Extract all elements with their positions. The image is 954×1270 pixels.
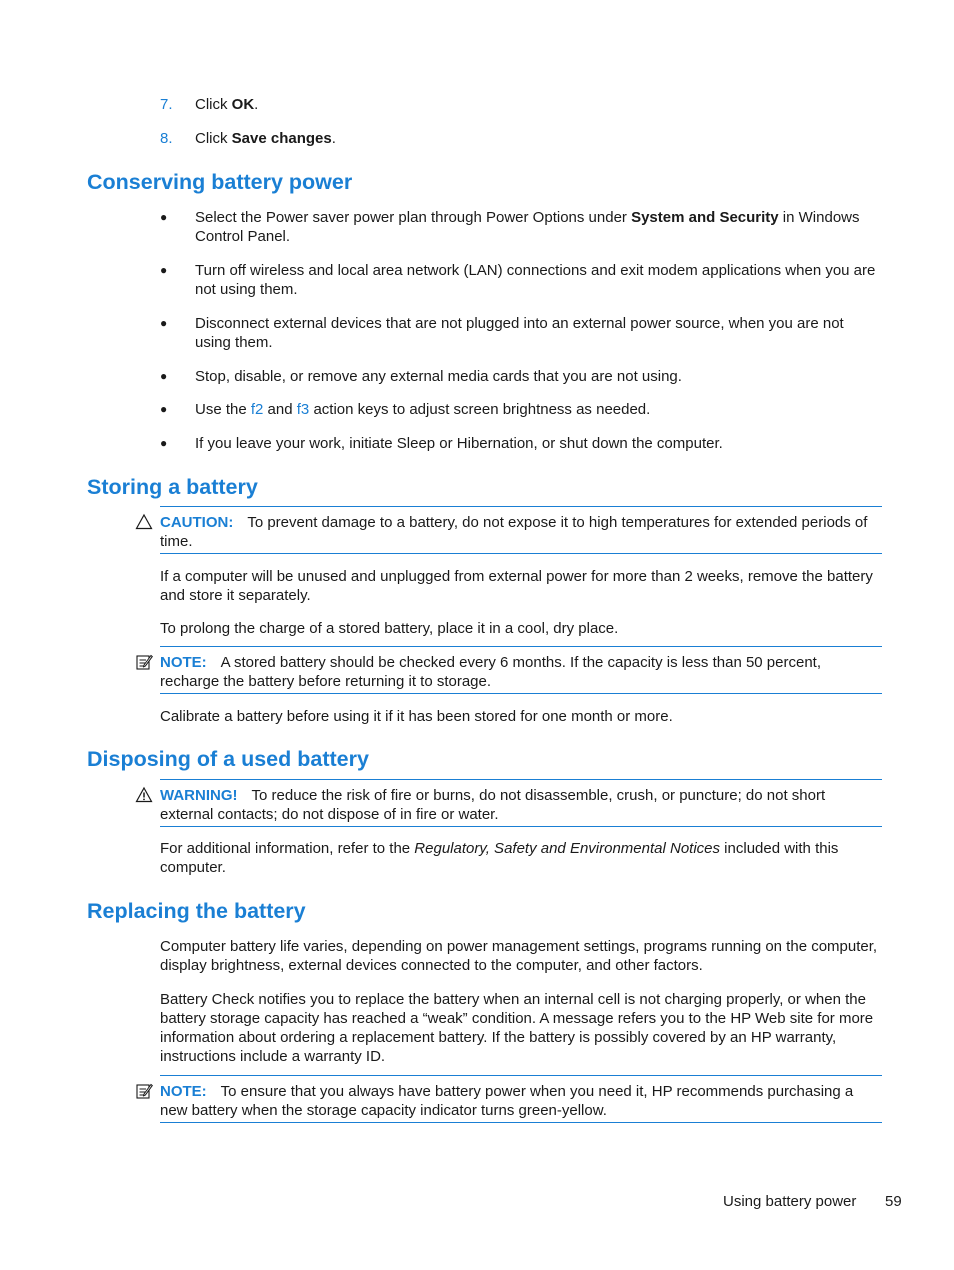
bullet-icon: ● [160, 316, 168, 330]
heading-replacing-the-battery: Replacing the battery [87, 899, 306, 923]
caution-callout [160, 506, 882, 554]
step-text: Click Save changes. [195, 130, 336, 147]
note-text: To ensure that you always have battery power when you need it, HP recommends purchasing a new battery when the storage capacity indicator turns green-yellow. [160, 1083, 854, 1119]
paragraph: Computer battery life varies, depending on power management settings, programs running on the computer, display brightness, external devices connected to the computer, and other factors. [160, 938, 878, 974]
key-f2: f2 [250, 401, 264, 418]
note-pencil-icon [135, 1082, 153, 1100]
document-title: Regulatory, Safety and Environmental Notices [414, 840, 721, 857]
list-item-text: If you leave your work, initiate Sleep or Hibernation, or shut down the computer. [195, 435, 723, 452]
key-f3: f3 [296, 401, 310, 418]
caution-triangle-icon [135, 513, 153, 531]
heading-storing-a-battery: Storing a battery [87, 475, 258, 499]
note-callout [160, 1075, 882, 1123]
list-item-text: Disconnect external devices that are not plugged into an external power source, when you are not using them. [195, 315, 844, 351]
heading-conserving-battery-power: Conserving battery power [87, 170, 353, 194]
note-label: NOTE: [160, 1083, 207, 1100]
bullet-icon: ● [160, 402, 168, 416]
bullet-icon: ● [160, 263, 168, 277]
warning-triangle-icon [135, 786, 153, 804]
bullet-icon: ● [160, 210, 168, 224]
paragraph: If a computer will be unused and unplugged from external power for more than 2 weeks, remove the battery and store it separately. [160, 568, 873, 604]
bullet-icon: ● [160, 369, 168, 383]
step-text: Click OK. [195, 96, 259, 113]
warning-callout [160, 779, 882, 827]
caution-text: To prevent damage to a battery, do not expose it to high temperatures for extended periods of time. [160, 514, 868, 550]
note-text: A stored battery should be checked every 6 months. If the capacity is less than 50 percent, recharge the battery before returning it to storage. [160, 654, 822, 690]
note-label: NOTE: [160, 654, 207, 671]
paragraph: To prolong the charge of a stored battery, place it in a cool, dry place. [160, 620, 619, 637]
bullet-icon: ● [160, 436, 168, 450]
warning-text: To reduce the risk of fire or burns, do not disassemble, crush, or puncture; do not short external contacts; do not dispose of in fire or water. [160, 787, 826, 823]
list-item-text: Turn off wireless and local area network (LAN) connections and exit modem applications when you are not using them. [195, 262, 876, 298]
note-pencil-icon [135, 653, 153, 671]
warning-label: WARNING! [160, 787, 238, 804]
list-item-text: Use the f2 and f3 action keys to adjust screen brightness as needed. [195, 401, 651, 418]
footer-section-title: Using battery power [723, 1193, 857, 1210]
page-number: 59 [885, 1193, 902, 1210]
paragraph: Battery Check notifies you to replace the battery when an internal cell is not charging properly, or when the battery storage capacity has reached a “weak” condition. A message refers you to the HP Web site for more information about ordering a replacement battery. If the battery is possibly covered by an HP warranty, instructions include a warranty ID. [160, 991, 874, 1065]
list-item-text: Stop, disable, or remove any external media cards that you are not using. [195, 368, 682, 385]
paragraph: Calibrate a battery before using it if it has been stored for one month or more. [160, 708, 673, 725]
heading-disposing-of-a-used-battery: Disposing of a used battery [87, 747, 369, 771]
step-number: 7. [160, 96, 173, 113]
step-number: 8. [160, 130, 173, 147]
note-callout [160, 646, 882, 694]
list-item-text: Select the Power saver power plan through Power Options under System and Security in Windows Control Panel. [195, 209, 860, 245]
paragraph: For additional information, refer to the Regulatory, Safety and Environmental Notices included with this computer. [160, 840, 839, 876]
caution-label: CAUTION: [160, 514, 234, 531]
